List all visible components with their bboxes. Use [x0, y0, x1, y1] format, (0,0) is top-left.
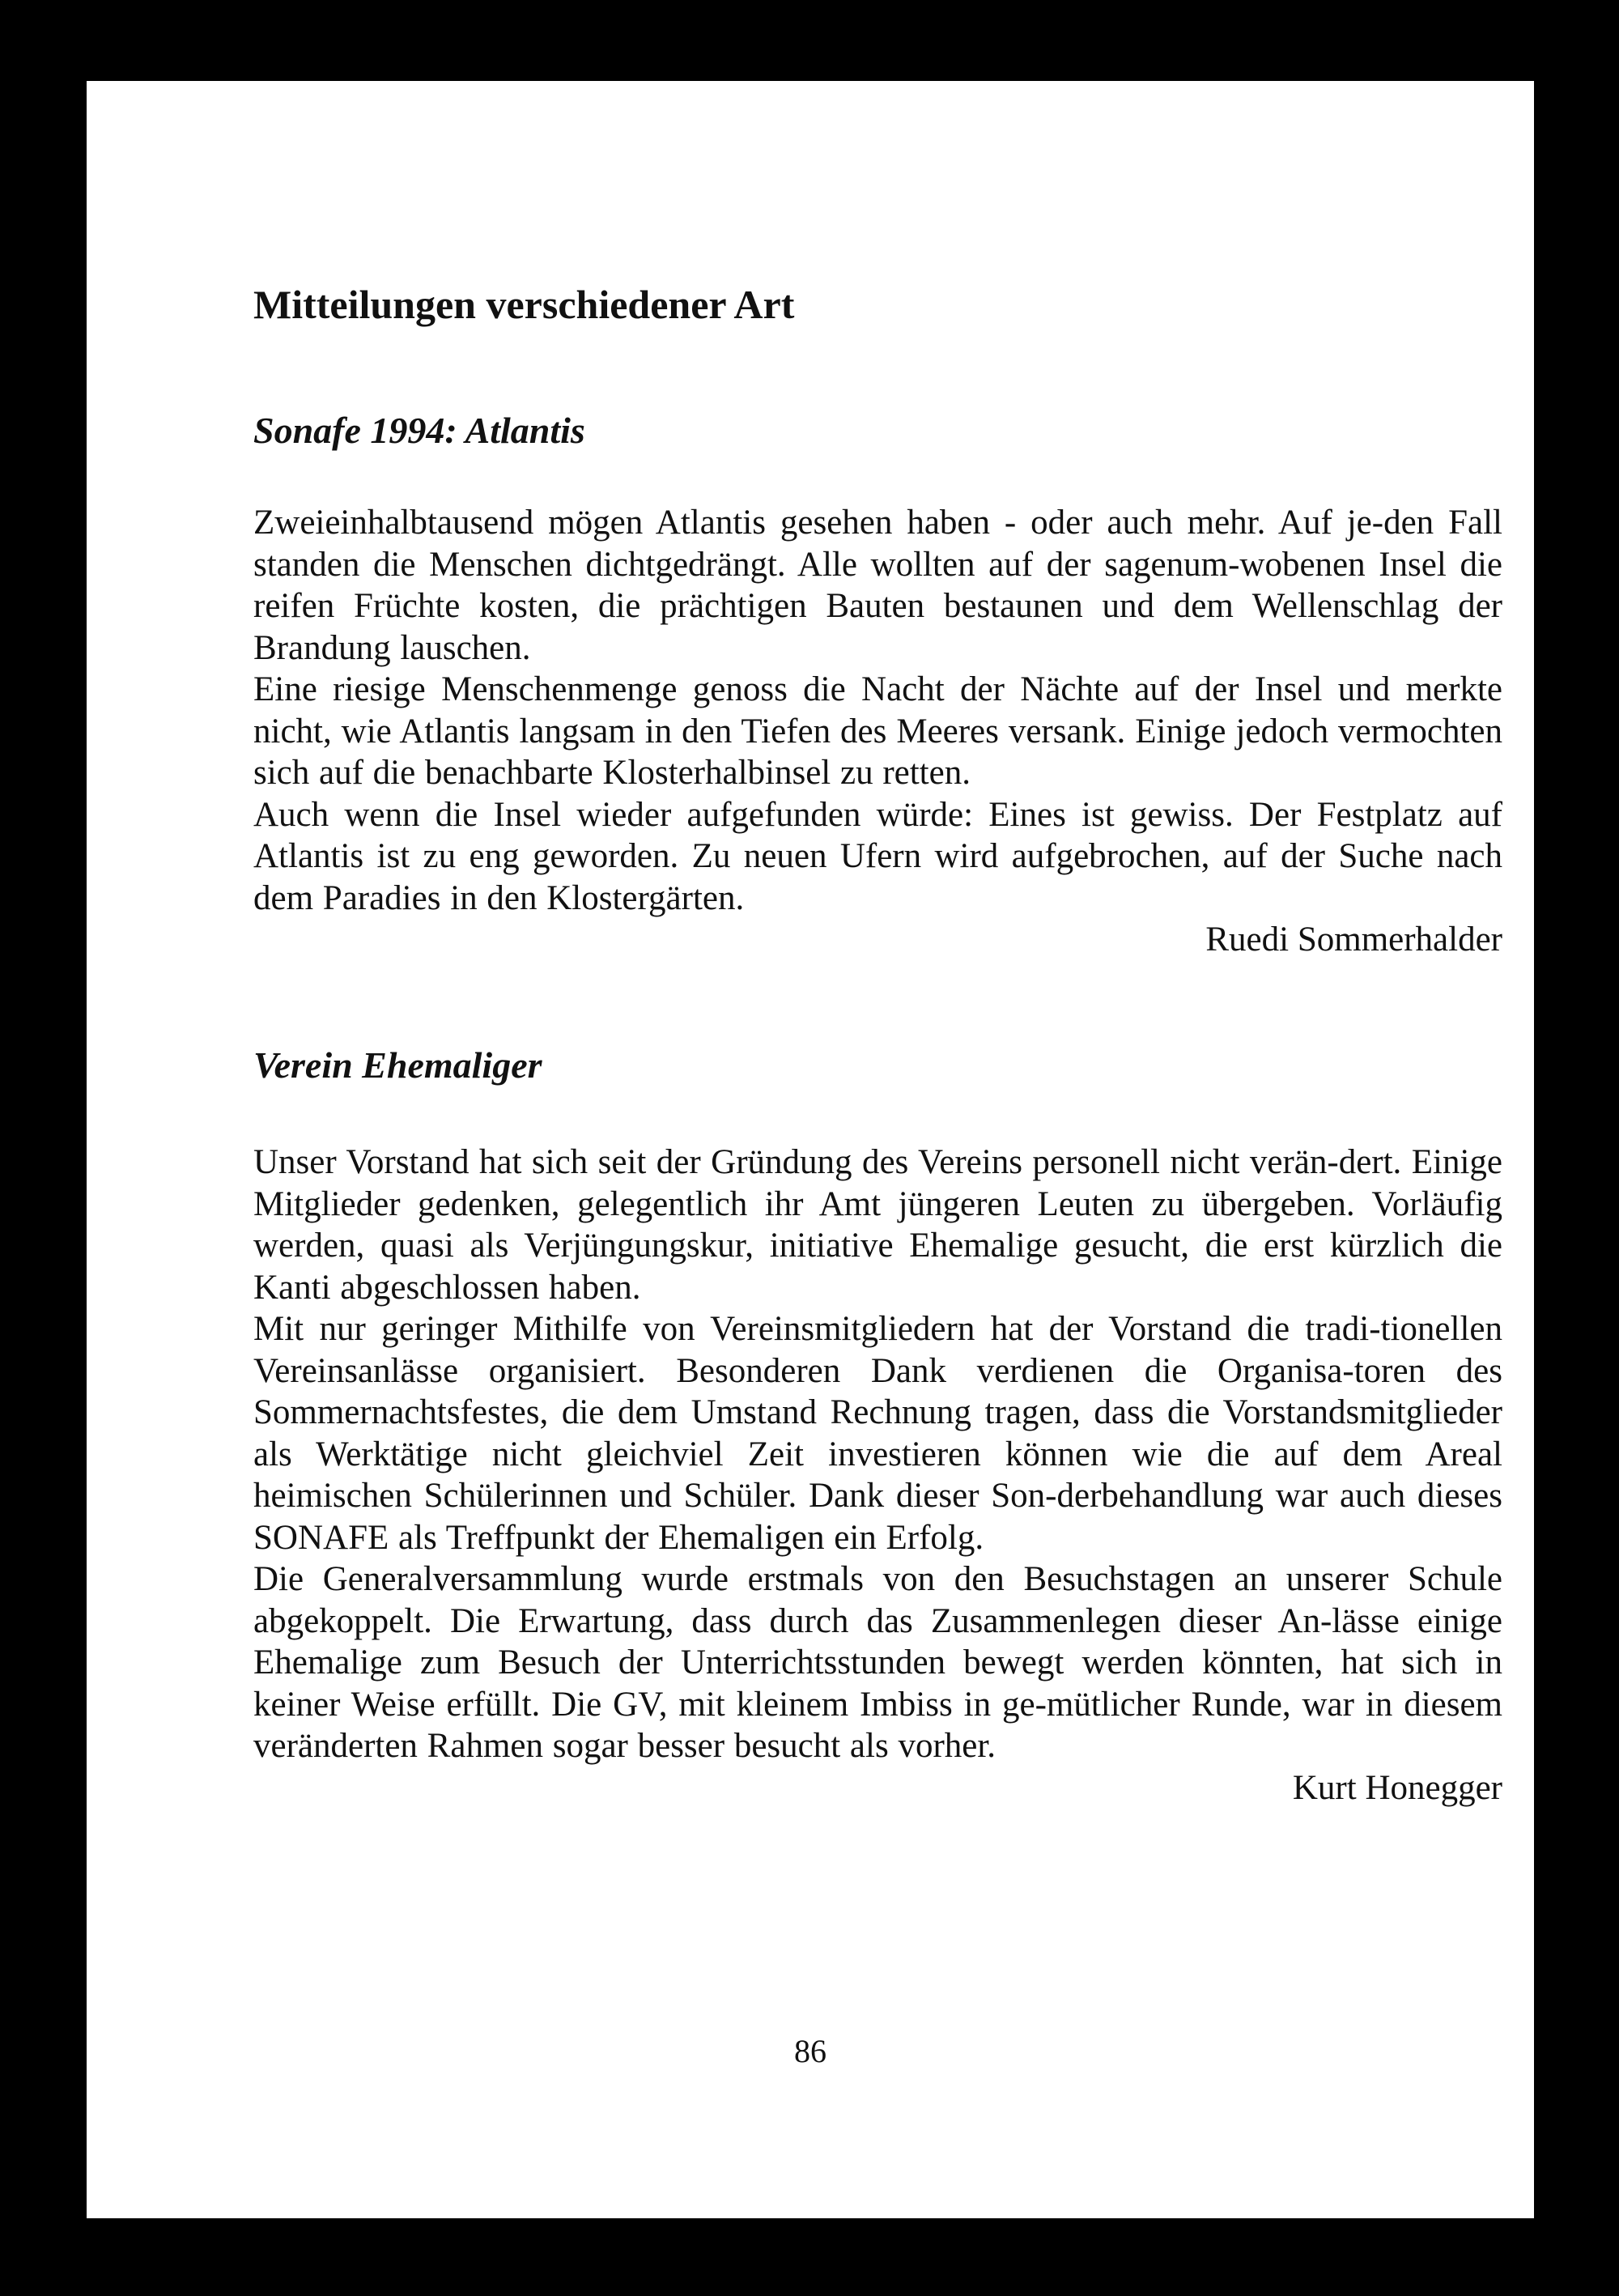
paragraph: Eine riesige Menschenmenge genoss die Nacht der Nächte auf der Insel und merkte nicht, wie Atlantis langsam in den Tiefen des Meeres versank. Einige jedoch vermochten sich auf die benachbarte Klosterhalbinsel zu retten.	[253, 670, 1502, 792]
section-title: Sonafe 1994: Atlantis	[253, 410, 585, 451]
paragraph: Die Generalversammlung wurde erstmals von den Besuchstagen an unserer Schule abgekoppelt. Die Erwartung, dass durch das Zusammenlegen dieser An-lässe einige Ehemalige zum Besuch der Unterrichtsstunden bewegt werden könnten, hat sich in keiner Weise erfüllt. Die GV, mit kleinem Imbiss in ge-mütlicher Runde, war in diesem veränderten Rahmen sogar besser besucht als vorher.	[253, 1560, 1502, 1765]
section-sonafe	[253, 408, 1502, 961]
page-number: 86	[794, 2033, 826, 2069]
author-signature: Ruedi Sommerhalder	[1205, 921, 1502, 959]
page-title: Mitteilungen verschiedener Art	[253, 282, 795, 327]
section-verein	[253, 1043, 1502, 1809]
paragraph: Auch wenn die Insel wieder aufgefunden würde: Eines ist gewiss. Der Festplatz auf Atlantis ist zu eng geworden. Zu neuen Ufern wird aufgebrochen, auf der Suche nach dem Paradies in den Klostergärten.	[253, 795, 1502, 917]
paragraph: Mit nur geringer Mithilfe von Vereinsmitgliedern hat der Vorstand die tradi-tionellen Vereinsanlässe organisiert. Besonderen Dank verdienen die Organisa-toren des Sommernachtsfestes, die dem Umstand Rechnung tragen, dass die Vorstandsmitglieder als Werktätige nicht gleichviel Zeit investieren können wie die auf dem Areal heimischen Schülerinnen und Schüler. Dank dieser Son-derbehandlung war auch dieses SONAFE als Treffpunkt der Ehemaligen ein Erfolg.	[253, 1310, 1502, 1557]
section-title: Verein Ehemaliger	[253, 1044, 542, 1086]
author-signature: Kurt Honegger	[1292, 1768, 1502, 1807]
paragraph: Unser Vorstand hat sich seit der Gründung des Vereins personell nicht verän-dert. Einige Mitglieder gedenken, gelegentlich ihr Amt jüngeren Leuten zu übergeben. Vorläufig werden, quasi als Verjüngungskur, initiative Ehemalige gesucht, die erst kürzlich die Kanti abgeschlossen haben.	[253, 1143, 1502, 1307]
document-page	[87, 81, 1534, 2218]
paragraph: Zweieinhalbtausend mögen Atlantis gesehen haben - oder auch mehr. Auf je-den Fall standen die Menschen dichtgedrängt. Alle wollten auf der sagenum-wobenen Insel die reifen Früchte kosten, die prächtigen Bauten bestaunen und dem Wellenschlag der Brandung lauschen.	[253, 504, 1502, 667]
